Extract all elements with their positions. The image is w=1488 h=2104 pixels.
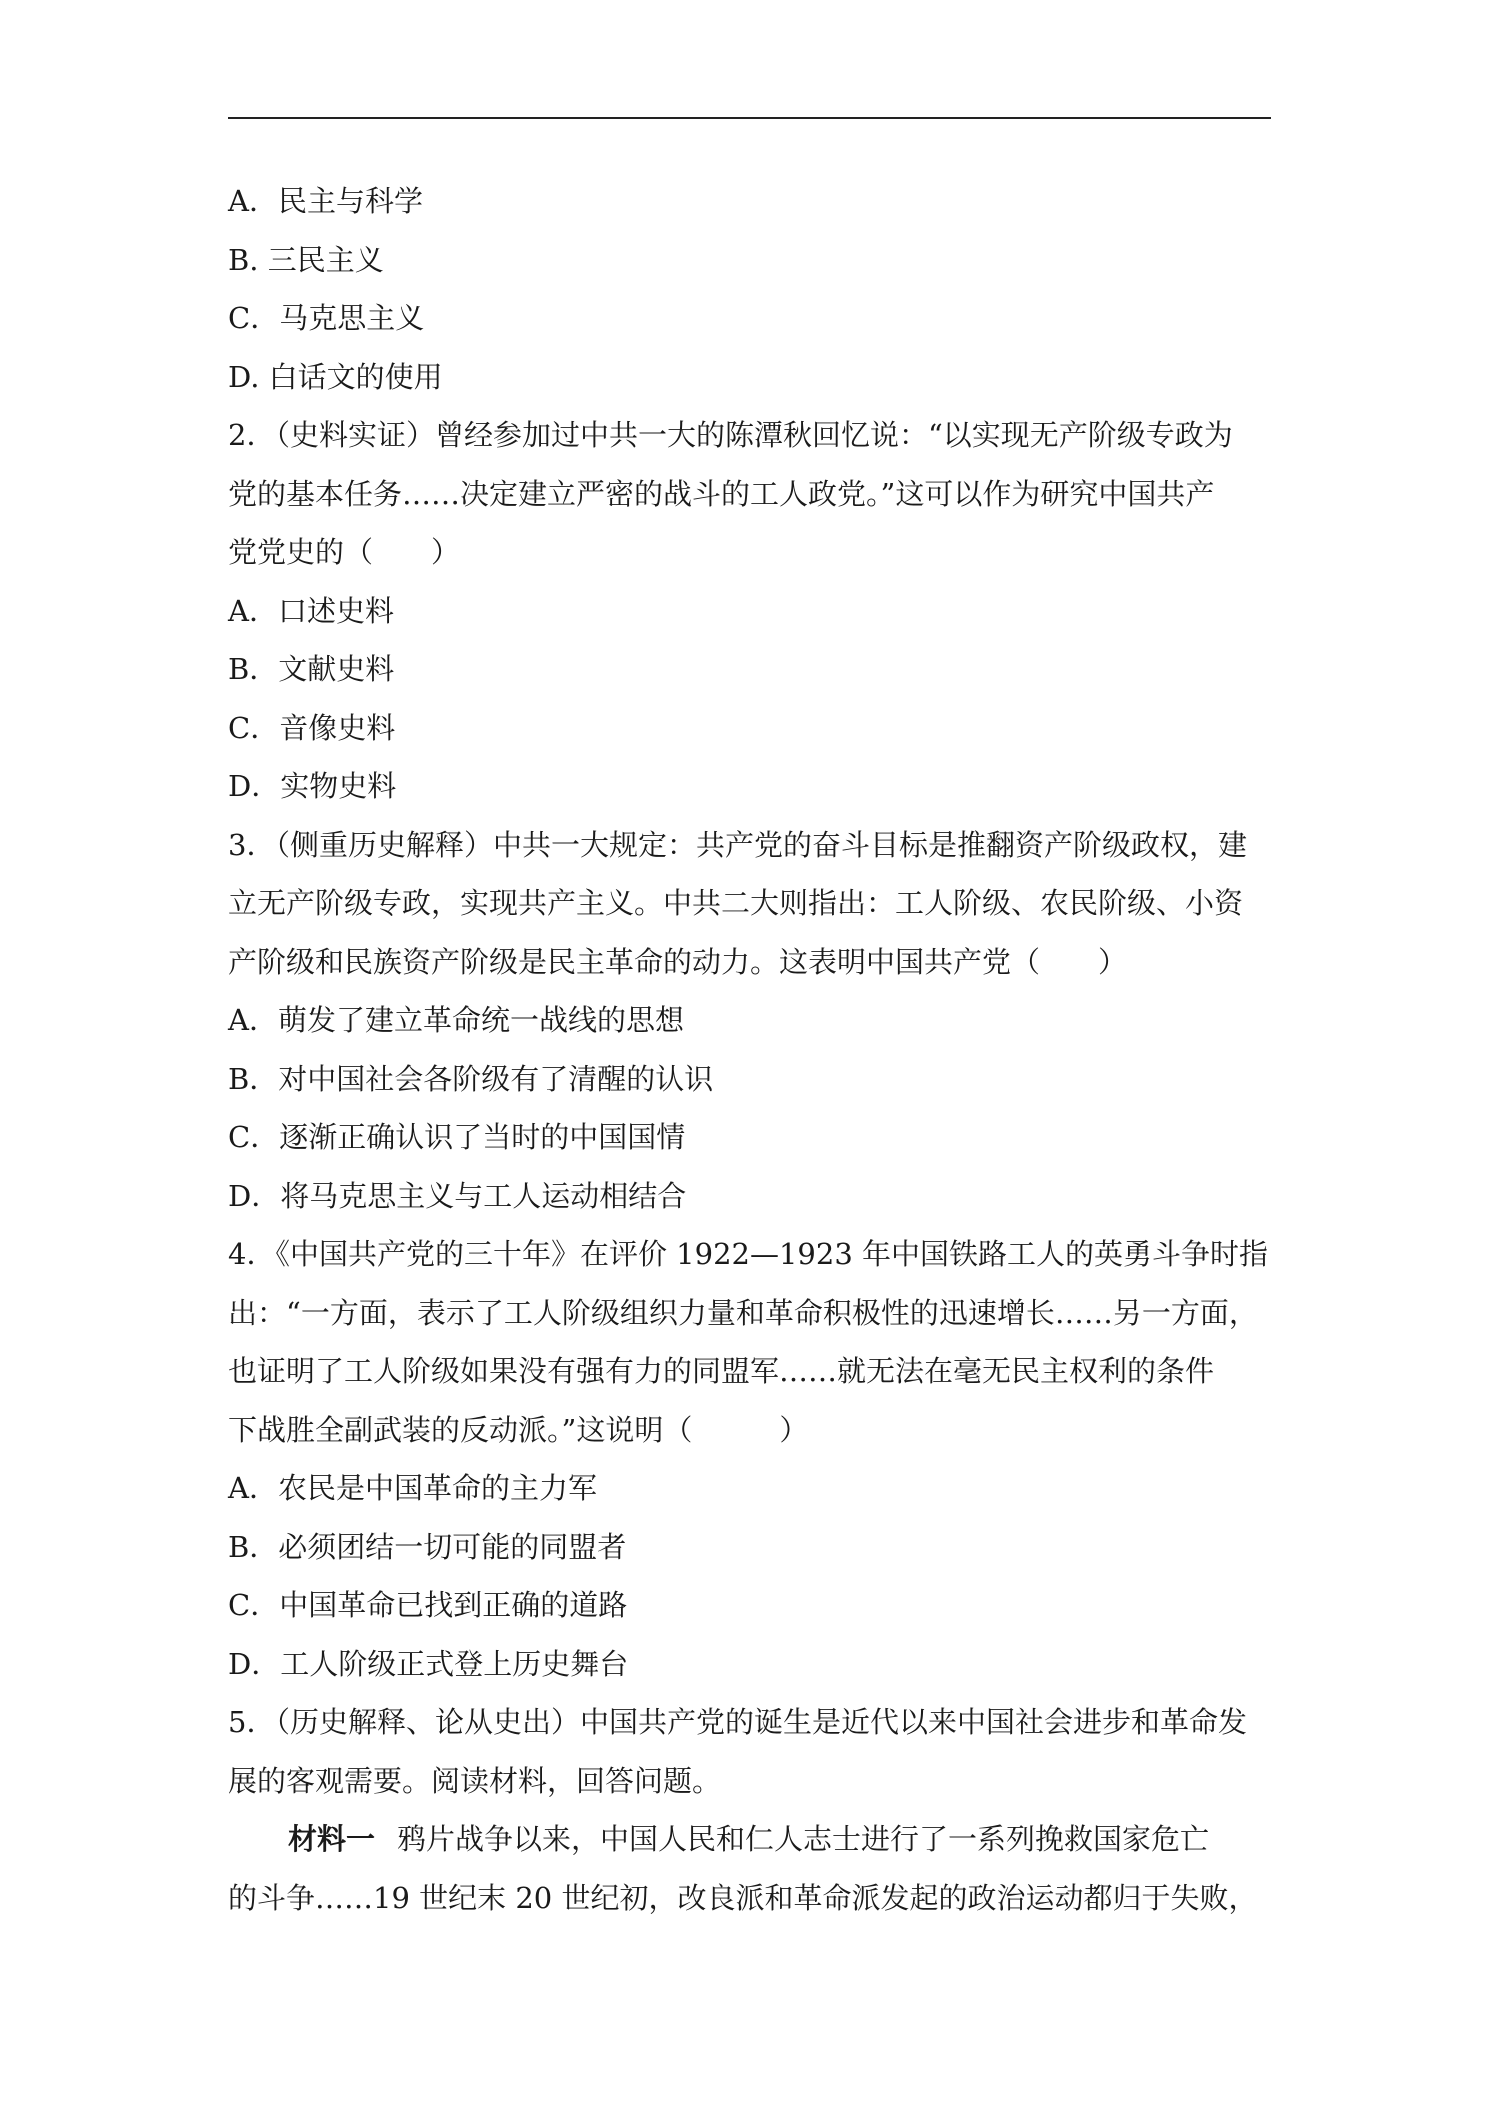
- q2-option-d: D．实物史料: [228, 769, 397, 803]
- q3-option-b: B．对中国社会各阶级有了清醒的认识: [228, 1061, 714, 1096]
- q4-option-b: B．必须团结一切可能的同盟者: [228, 1529, 627, 1564]
- q2-option-c: C．音像史料: [228, 710, 396, 745]
- q3-stem-line: 3．（侧重历史解释）中共一大规定：共产党的奋斗目标是推翻资产阶级政权，建: [228, 827, 1247, 862]
- q1-option-a: A．民主与科学: [228, 184, 423, 218]
- q2-option-a: A．口述史料: [228, 593, 394, 628]
- material-label: 材料一: [288, 1822, 376, 1856]
- material-text: 鸦片战争以来，中国人民和仁人志士进行了一系列挽救国家危亡: [397, 1822, 1210, 1856]
- header-rule: [228, 117, 1271, 119]
- q5-material-continuation: 的斗争……19 世纪末 20 世纪初，改良派和革命派发起的政治运动都归于失败，: [228, 1880, 1258, 1915]
- q4-option-d: D．工人阶级正式登上历史舞台: [228, 1646, 629, 1681]
- q3-option-d: D．将马克思主义与工人运动相结合: [228, 1178, 687, 1213]
- q5-stem-line: 展的客观需要。阅读材料，回答问题。: [228, 1763, 722, 1798]
- q2-stem-line: 2．（史料实证）曾经参加过中共一大的陈潭秋回忆说：“以实现无产阶级专政为: [228, 418, 1233, 452]
- q4-stem-line: 4．《中国共产党的三十年》在评价 1922—1923 年中国铁路工人的英勇斗争时指: [228, 1237, 1268, 1271]
- q5-material-one: [228, 1810, 1271, 1869]
- q4-stem-line: 出：“一方面，表示了工人阶级组织力量和革命积极性的迅速增长……另一方面，: [228, 1295, 1258, 1330]
- q3-stem-line: 产阶级和民族资产阶级是民主革命的动力。这表明中国共产党（ ）: [228, 944, 1128, 979]
- q4-stem-line: 下战胜全副武装的反动派。”这说明（ ）: [228, 1412, 809, 1447]
- q1-option-d: D. 白话文的使用: [228, 359, 443, 394]
- q4-option-c: C．中国革命已找到正确的道路: [228, 1588, 628, 1622]
- q5-stem-line: 5．（历史解释、论从史出）中国共产党的诞生是近代以来中国社会进步和革命发: [228, 1705, 1247, 1739]
- q3-stem-line: 立无产阶级专政，实现共产主义。中共二大则指出：工人阶级、农民阶级、小资: [228, 886, 1244, 920]
- q3-option-a: A．萌发了建立革命统一战线的思想: [228, 1003, 684, 1037]
- q2-stem-line: 党的基本任务……决定建立严密的战斗的工人政党。”这可以作为研究中国共产: [228, 476, 1215, 511]
- q1-option-b: B. 三民主义: [228, 242, 384, 277]
- document-body: [228, 172, 1271, 1927]
- q4-option-a: A．农民是中国革命的主力军: [228, 1471, 597, 1505]
- q1-option-c: C．马克思主义: [228, 301, 425, 335]
- q4-stem-line: 也证明了工人阶级如果没有强有力的同盟军……就无法在毫无民主权利的条件: [228, 1354, 1215, 1388]
- q3-option-c: C．逐渐正确认识了当时的中国国情: [228, 1120, 686, 1154]
- q2-stem-line: 党党史的（ ）: [228, 535, 461, 569]
- q2-option-b: B．文献史料: [228, 652, 395, 686]
